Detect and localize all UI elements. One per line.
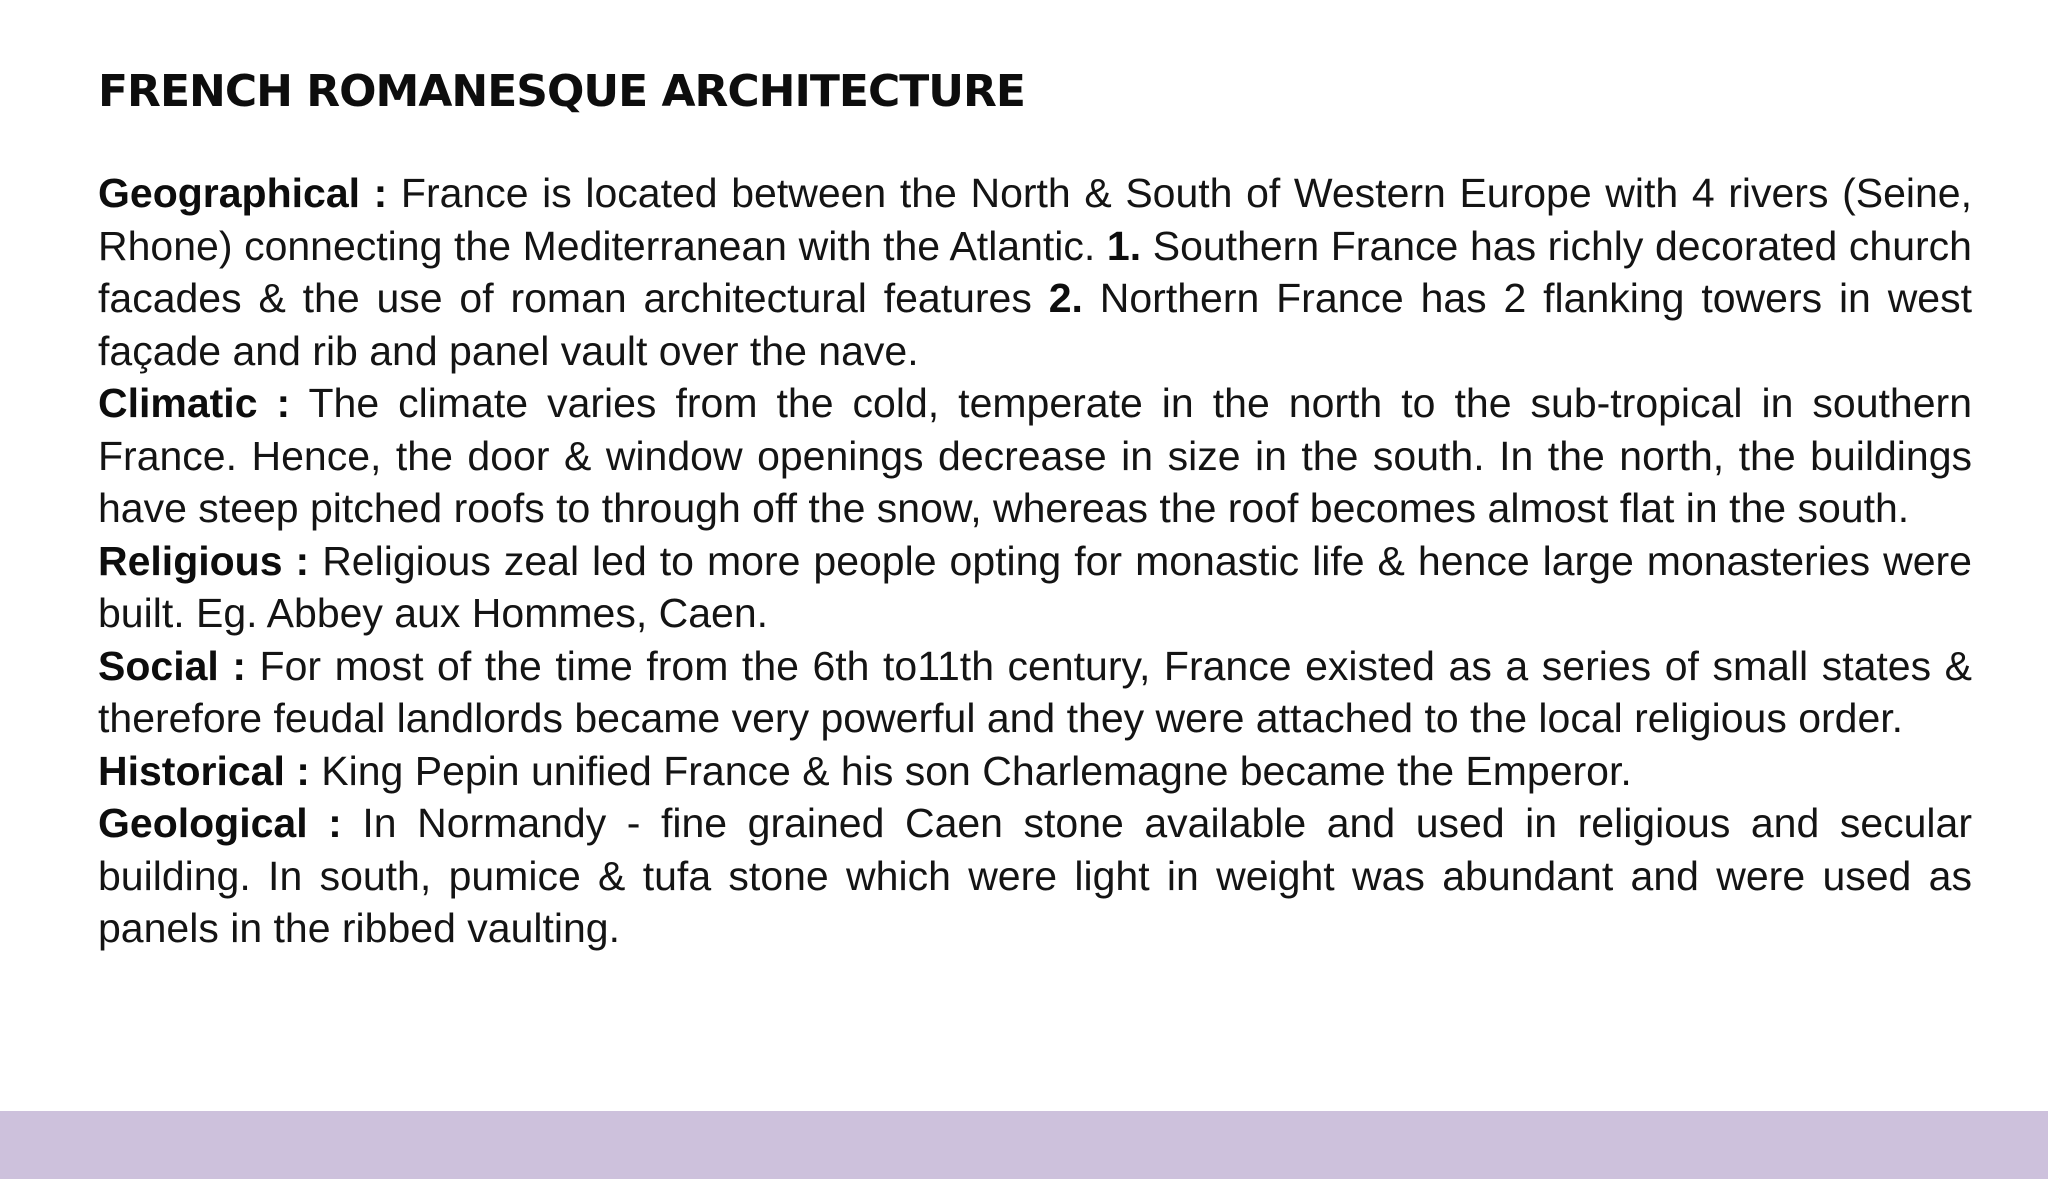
text-historical: King Pepin unified France & his son Charlemagne became the Emperor. — [309, 747, 1632, 794]
text-geographical-1: France is located between the North & South of Western Europe with 4 rivers (Seine, Rhone) connecting the Mediterranean with the Atlantic. — [98, 170, 1972, 269]
slide-title: FRENCH ROMANESQUE ARCHITECTURE — [98, 66, 1025, 117]
label-historical: Historical : — [98, 747, 310, 794]
text-geological: In Normandy - fine grained Caen stone available and used in religious and secular building. In south, pumice & tufa stone which were light in weight was abundant and were used as panels in the ribbed vaulting. — [98, 800, 1972, 951]
paragraph-geological — [98, 797, 1972, 955]
text-religious: Religious zeal led to more people opting for monastic life & hence large monasteries were built. Eg. Abbey aux Hommes, Caen. — [98, 537, 1972, 636]
paragraph-historical — [98, 745, 1972, 798]
label-geographical: Geographical : — [98, 170, 388, 216]
number-one: 1. — [1106, 222, 1142, 269]
paragraph-geographical — [98, 167, 1972, 377]
number-two: 2. — [1048, 275, 1083, 321]
paragraph-climatic — [98, 377, 1972, 535]
label-social: Social : — [98, 642, 246, 689]
label-religious: Religious : — [98, 537, 310, 584]
paragraph-religious — [98, 535, 1972, 640]
label-geological: Geological : — [98, 800, 342, 846]
text-geographical-2: Southern France has richly decorated church facades & the use of roman architectural features — [98, 222, 1972, 321]
paragraph-social — [98, 640, 1972, 745]
text-social: For most of the time from the 6th to11th century, France existed as a series of small states & therefore feudal landlords became very powerful and they were attached to the local religious order. — [98, 642, 1972, 741]
label-climatic: Climatic : — [98, 380, 291, 426]
text-geographical-3: Northern France has 2 flanking towers in west façade and rib and panel vault over the nave. — [98, 275, 1972, 374]
text-climatic: The climate varies from the cold, temperate in the north to the sub-tropical in southern France. Hence, the door & window openings decrease in size in the south. In the north, the buildings have steep pitched roofs to through off the snow, whereas the roof becomes almost flat in the south. — [98, 380, 1972, 531]
footer-band — [0, 1111, 2048, 1179]
slide-body — [98, 167, 1972, 955]
